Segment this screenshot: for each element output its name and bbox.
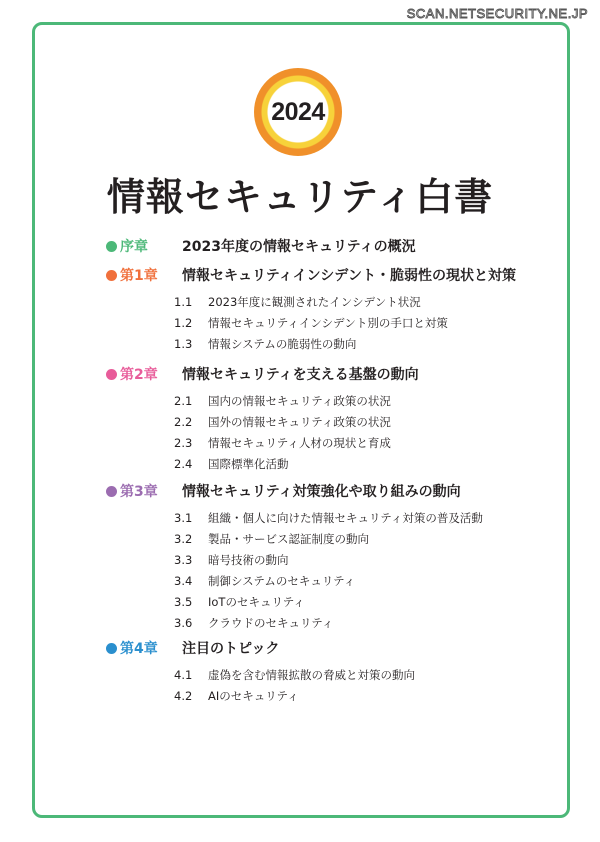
- section-number: 1.3: [174, 337, 193, 351]
- section-item: [174, 594, 305, 610]
- section-item: [174, 315, 448, 331]
- chapter-bullet-icon: [106, 241, 117, 252]
- section-item: [174, 294, 421, 310]
- section-title: 暗号技術の動向: [208, 553, 289, 567]
- section-item: [174, 531, 369, 547]
- chapter-heading: [106, 481, 461, 501]
- section-title: 国内の情報セキュリティ政策の状況: [208, 394, 391, 408]
- section-number: 3.1: [174, 511, 193, 525]
- section-item: [174, 456, 289, 472]
- section-item: [174, 510, 483, 526]
- section-title: IoTのセキュリティ: [208, 595, 305, 609]
- section-item: [174, 615, 333, 631]
- section-number: 3.5: [174, 595, 193, 609]
- chapter-title: 情報セキュリティを支える基盤の動向: [182, 367, 419, 383]
- section-title: 制御システムのセキュリティ: [208, 574, 356, 588]
- section-item: [174, 435, 391, 451]
- chapter-heading: [106, 265, 516, 285]
- section-item: [174, 573, 355, 589]
- section-title: クラウドのセキュリティ: [208, 616, 334, 630]
- section-number: 2.1: [174, 394, 193, 408]
- section-item: [174, 414, 391, 430]
- chapter-bullet-icon: [106, 486, 117, 497]
- chapter-label: 序章: [120, 239, 148, 255]
- section-number: 4.1: [174, 668, 193, 682]
- section-item: [174, 336, 356, 352]
- section-number: 1.1: [174, 295, 193, 309]
- section-title: 情報システムの脆弱性の動向: [208, 337, 357, 351]
- section-title: 国際標準化活動: [208, 457, 289, 471]
- section-number: 1.2: [174, 316, 193, 330]
- chapter-title: 注目のトピック: [182, 641, 280, 657]
- section-title: 2023年度に観測されたインシデント状況: [208, 295, 421, 309]
- chapter-heading: [106, 236, 416, 256]
- chapter-title: 情報セキュリティ対策強化や取り組みの動向: [182, 484, 461, 500]
- section-title: AIのセキュリティ: [208, 689, 299, 703]
- chapter-bullet-icon: [106, 270, 117, 281]
- section-number: 4.2: [174, 689, 193, 703]
- section-number: 3.3: [174, 553, 193, 567]
- section-number: 3.4: [174, 574, 193, 588]
- chapter-label: 第1章: [120, 268, 158, 284]
- year-badge-text: 2024: [271, 97, 325, 126]
- chapter-bullet-icon: [106, 369, 117, 380]
- chapter-title: 2023年度の情報セキュリティの概況: [182, 239, 416, 255]
- section-number: 3.6: [174, 616, 193, 630]
- section-title: 情報セキュリティインシデント別の手口と対策: [208, 316, 448, 330]
- section-item: [174, 552, 289, 568]
- year-badge: [254, 68, 342, 156]
- section-number: 2.3: [174, 436, 193, 450]
- chapter-heading: [106, 364, 419, 384]
- section-number: 3.2: [174, 532, 193, 546]
- section-title: 組織・個人に向けた情報セキュリティ対策の普及活動: [208, 511, 483, 525]
- section-title: 情報セキュリティ人材の現状と育成: [208, 436, 391, 450]
- chapter-heading: [106, 638, 279, 658]
- chapter-label: 第3章: [120, 484, 158, 500]
- chapter-label: 第4章: [120, 641, 158, 657]
- section-item: [174, 393, 391, 409]
- section-number: 2.2: [174, 415, 193, 429]
- chapter-title: 情報セキュリティインシデント・脆弱性の現状と対策: [182, 268, 516, 284]
- page-title: 情報セキュリティ白書: [106, 175, 494, 219]
- section-item: [174, 667, 415, 683]
- section-title: 虚偽を含む情報拡散の脅威と対策の動向: [208, 668, 415, 682]
- section-title: 国外の情報セキュリティ政策の状況: [208, 415, 391, 429]
- section-item: [174, 688, 299, 704]
- chapter-bullet-icon: [106, 643, 117, 654]
- chapter-label: 第2章: [120, 367, 158, 383]
- site-watermark: SCAN.NETSECURITY.NE.JP: [406, 6, 588, 21]
- section-title: 製品・サービス認証制度の動向: [208, 532, 369, 546]
- section-number: 2.4: [174, 457, 193, 471]
